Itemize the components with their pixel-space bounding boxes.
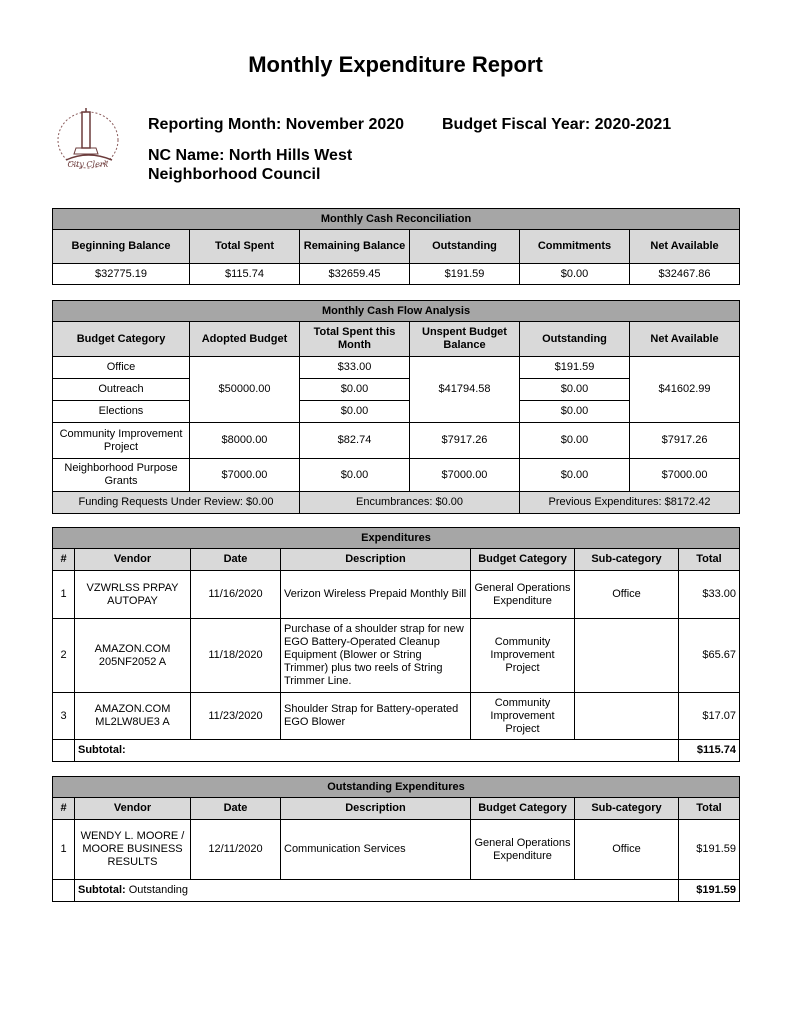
column-header: Beginning Balance — [53, 230, 190, 264]
column-header: Total — [679, 549, 740, 571]
column-header: # — [53, 798, 75, 820]
report-title: Monthly Expenditure Report — [248, 52, 543, 77]
column-header: Adopted Budget — [190, 322, 300, 357]
total: $191.59 — [679, 820, 740, 880]
column-header: Total Spent this Month — [300, 322, 410, 357]
outstanding: $0.00 — [520, 423, 630, 459]
table-row — [53, 820, 740, 880]
subtotal-label: Subtotal: — [75, 740, 679, 762]
table-row — [53, 423, 740, 459]
column-header: Outstanding — [520, 322, 630, 357]
outstanding: $0.00 — [520, 379, 630, 401]
subtotal-label: Subtotal: — [78, 884, 126, 896]
description: Verizon Wireless Prepaid Monthly Bill — [281, 571, 471, 619]
section-title: Monthly Cash Flow Analysis — [53, 301, 740, 322]
vendor: WENDY L. MOORE / MOORE BUSINESS RESULTS — [75, 820, 191, 880]
total-spent: $115.74 — [190, 264, 300, 285]
column-header: # — [53, 549, 75, 571]
budget-category: Community Improvement Project — [471, 619, 575, 693]
column-header: Date — [191, 798, 281, 820]
funding-requests: Funding Requests Under Review: $0.00 — [53, 492, 300, 514]
total: $33.00 — [679, 571, 740, 619]
total-spent: $82.74 — [300, 423, 410, 459]
net-available: $7000.00 — [630, 459, 740, 492]
description: Communication Services — [281, 820, 471, 880]
column-header: Budget Category — [53, 322, 190, 357]
budget-category: Community Improvement Project — [53, 423, 190, 459]
previous-expenditures: Previous Expenditures: $8172.42 — [520, 492, 740, 514]
row-number: 2 — [53, 619, 75, 693]
section-title: Monthly Cash Reconciliation — [53, 209, 740, 230]
table-row — [53, 357, 740, 379]
column-header: Budget Category — [471, 798, 575, 820]
remaining-balance: $32659.45 — [300, 264, 410, 285]
column-header: Budget Category — [471, 549, 575, 571]
column-header: Unspent Budget Balance — [410, 322, 520, 357]
subtotal-value: $115.74 — [679, 740, 740, 762]
budget-category: General Operations Expenditure — [471, 820, 575, 880]
column-header: Sub-category — [575, 549, 679, 571]
unspent-balance: $7917.26 — [410, 423, 520, 459]
row-number: 1 — [53, 571, 75, 619]
city-clerk-seal-icon — [52, 104, 124, 176]
net-available: $41602.99 — [630, 357, 740, 423]
description: Shoulder Strap for Battery-operated EGO Blower — [281, 693, 471, 740]
row-number: 1 — [53, 820, 75, 880]
date: 11/23/2020 — [191, 693, 281, 740]
column-header: Total Spent — [190, 230, 300, 264]
date: 12/11/2020 — [191, 820, 281, 880]
description: Purchase of a shoulder strap for new EGO Battery-Operated Cleanup Equipment (Blower or String Trimmer) plus two reels of String Trimmer Line. — [281, 619, 471, 693]
row-number: 3 — [53, 693, 75, 740]
sub-category — [575, 693, 679, 740]
outstanding: $0.00 — [520, 401, 630, 423]
outstanding: $0.00 — [520, 459, 630, 492]
expenditures-table — [52, 527, 740, 762]
vendor: AMAZON.COM 205NF2052 A — [75, 619, 191, 693]
budget-category: Office — [53, 357, 190, 379]
column-header: Remaining Balance — [300, 230, 410, 264]
sub-category: Office — [575, 820, 679, 880]
total: $65.67 — [679, 619, 740, 693]
beginning-balance: $32775.19 — [53, 264, 190, 285]
total: $17.07 — [679, 693, 740, 740]
table-row — [53, 619, 740, 693]
table-row — [53, 571, 740, 619]
column-header: Vendor — [75, 549, 191, 571]
total-spent: $0.00 — [300, 379, 410, 401]
total-spent: $0.00 — [300, 401, 410, 423]
table-row — [53, 693, 740, 740]
section-title: Expenditures — [53, 528, 740, 549]
column-header: Date — [191, 549, 281, 571]
budget-category: General Operations Expenditure — [471, 571, 575, 619]
column-header: Commitments — [520, 230, 630, 264]
subtotal-label-cell — [75, 880, 679, 902]
commitments: $0.00 — [520, 264, 630, 285]
table-row — [53, 459, 740, 492]
fiscal-year: Budget Fiscal Year: 2020-2021 — [442, 116, 672, 133]
net-available: $7917.26 — [630, 423, 740, 459]
date: 11/18/2020 — [191, 619, 281, 693]
budget-category: Community Improvement Project — [471, 693, 575, 740]
column-header: Outstanding — [410, 230, 520, 264]
sub-category — [575, 619, 679, 693]
vendor: AMAZON.COM ML2LW8UE3 A — [75, 693, 191, 740]
budget-category: Outreach — [53, 379, 190, 401]
encumbrances: Encumbrances: $0.00 — [300, 492, 520, 514]
column-header: Sub-category — [575, 798, 679, 820]
outstanding: $191.59 — [520, 357, 630, 379]
adopted-budget: $8000.00 — [190, 423, 300, 459]
subtotal-value: $191.59 — [679, 880, 740, 902]
unspent-balance: $7000.00 — [410, 459, 520, 492]
subtotal-suffix: Outstanding — [125, 884, 189, 896]
column-header: Total — [679, 798, 740, 820]
logo-text: City Clerk — [67, 160, 109, 169]
column-header: Net Available — [630, 230, 740, 264]
outstanding: $191.59 — [410, 264, 520, 285]
adopted-budget: $50000.00 — [190, 357, 300, 423]
column-header: Net Available — [630, 322, 740, 357]
net-available: $32467.86 — [630, 264, 740, 285]
cash-flow-table — [52, 300, 740, 514]
nc-name: NC Name: North Hills West Neighborhood Council — [148, 147, 353, 183]
column-header: Vendor — [75, 798, 191, 820]
total-spent: $33.00 — [300, 357, 410, 379]
budget-category: Elections — [53, 401, 190, 423]
total-spent: $0.00 — [300, 459, 410, 492]
column-header: Description — [281, 549, 471, 571]
cash-reconciliation-table — [52, 208, 740, 285]
outstanding-expenditures-table — [52, 776, 740, 902]
sub-category: Office — [575, 571, 679, 619]
budget-category: Neighborhood Purpose Grants — [53, 459, 190, 492]
date: 11/16/2020 — [191, 571, 281, 619]
vendor: VZWRLSS PRPAY AUTOPAY — [75, 571, 191, 619]
section-title: Outstanding Expenditures — [53, 777, 740, 798]
reporting-month: Reporting Month: November 2020 — [148, 116, 405, 133]
column-header: Description — [281, 798, 471, 820]
unspent-balance: $41794.58 — [410, 357, 520, 423]
adopted-budget: $7000.00 — [190, 459, 300, 492]
